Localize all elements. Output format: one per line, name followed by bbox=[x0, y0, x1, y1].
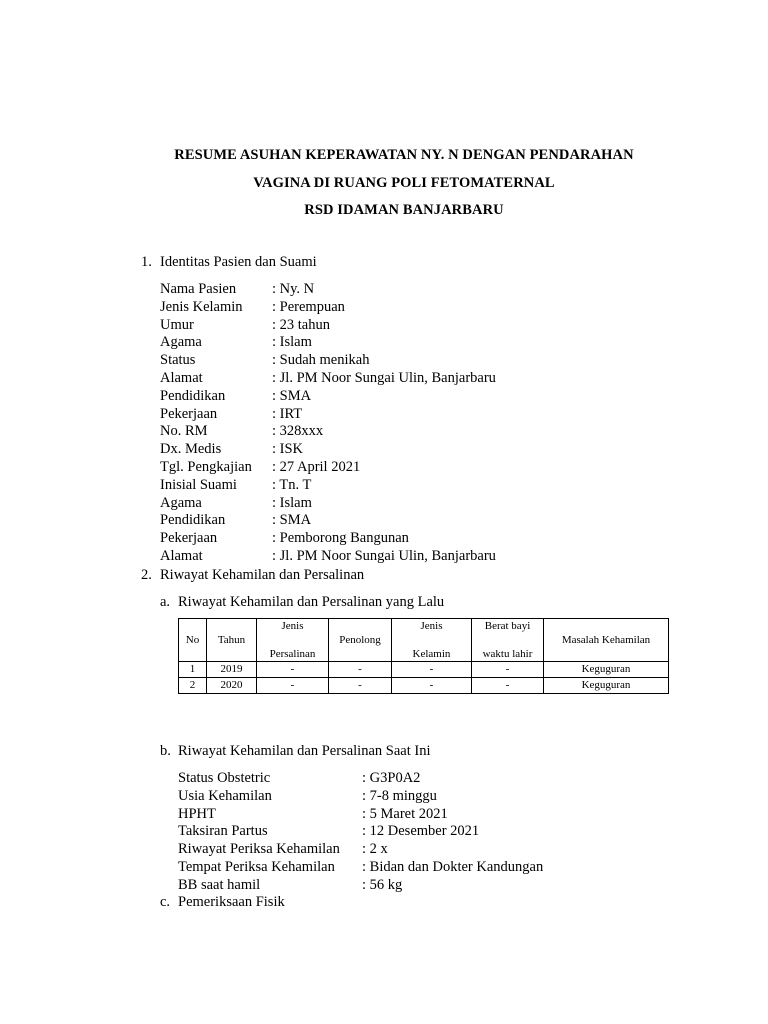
table-cell: - bbox=[472, 662, 544, 678]
title-line-1: RESUME ASUHAN KEPERAWATAN NY. N DENGAN PENDARAHAN bbox=[174, 147, 634, 163]
pregnancy-value: : 56 kg bbox=[362, 876, 403, 893]
pregnancy-label: BB saat hamil bbox=[178, 876, 261, 893]
table-cell: - bbox=[329, 662, 392, 678]
section-2-heading: Riwayat Kehamilan dan Persalinan bbox=[160, 567, 365, 583]
identity-value: : Tn. T bbox=[272, 476, 312, 493]
section-1-heading: Identitas Pasien dan Suami bbox=[160, 254, 317, 270]
identity-label: Pendidikan bbox=[160, 387, 226, 404]
header-tahun: Tahun bbox=[207, 619, 257, 662]
table-row bbox=[179, 662, 669, 678]
identity-value: : Pemborong Bangunan bbox=[272, 530, 409, 547]
table-cell: 2020 bbox=[207, 678, 257, 694]
section-2-number: 2. bbox=[141, 567, 152, 583]
header-jenis-persalinan: Jenis Persalinan bbox=[257, 619, 329, 662]
pregnancy-value: : 7-8 minggu bbox=[362, 787, 437, 804]
table-cell: 2 bbox=[179, 678, 207, 694]
table-cell: - bbox=[472, 678, 544, 694]
identity-value: : 23 tahun bbox=[272, 316, 330, 333]
subsection-c-letter: c. bbox=[160, 894, 171, 910]
identity-label: Alamat bbox=[160, 370, 203, 386]
title-line-3: RSD IDAMAN BANJARBARU bbox=[304, 202, 504, 218]
identity-value: : ISK bbox=[272, 441, 304, 458]
pregnancy-value: : G3P0A2 bbox=[362, 770, 421, 786]
identity-value: : Ny. N bbox=[272, 281, 315, 297]
identity-label: Pendidikan bbox=[160, 512, 226, 529]
subsection-b-letter: b. bbox=[160, 743, 171, 759]
pregnancy-value: : 5 Maret 2021 bbox=[362, 805, 448, 822]
identity-value: : Perempuan bbox=[272, 298, 345, 315]
identity-label: Tgl. Pengkajian bbox=[160, 459, 252, 475]
identity-label: Status bbox=[160, 352, 196, 369]
identity-label: No. RM bbox=[160, 423, 208, 440]
identity-label: Dx. Medis bbox=[160, 441, 222, 458]
identity-label: Umur bbox=[160, 316, 194, 333]
identity-label: Agama bbox=[160, 494, 202, 511]
table-cell: Keguguran bbox=[544, 678, 669, 694]
table-cell: - bbox=[392, 678, 472, 694]
table-cell: - bbox=[329, 678, 392, 694]
identity-value: : Islam bbox=[272, 494, 312, 511]
subsection-a-letter: a. bbox=[160, 594, 171, 610]
header-jenis-kelamin: Jenis Kelamin bbox=[392, 619, 472, 662]
pregnancy-label: Taksiran Partus bbox=[178, 823, 268, 840]
subsection-c-heading: Pemeriksaan Fisik bbox=[178, 894, 285, 910]
identity-value: : IRT bbox=[272, 405, 303, 422]
identity-value: : Sudah menikah bbox=[272, 352, 370, 369]
identity-label: Inisial Suami bbox=[160, 476, 237, 493]
table-header-row bbox=[179, 619, 669, 662]
subsection-a-heading: Riwayat Kehamilan dan Persalinan yang Lalu bbox=[178, 594, 445, 610]
identity-value: : 27 April 2021 bbox=[272, 459, 361, 475]
identity-value: : Islam bbox=[272, 334, 312, 351]
identity-label: Pekerjaan bbox=[160, 530, 218, 547]
table-cell: - bbox=[257, 662, 329, 678]
identity-label: Alamat bbox=[160, 548, 203, 564]
header-no: No bbox=[179, 619, 207, 662]
table-cell: Keguguran bbox=[544, 662, 669, 678]
table-row bbox=[179, 678, 669, 694]
header-masalah-kehamilan: Masalah Kehamilan bbox=[544, 619, 669, 662]
title-line-2: VAGINA DI RUANG POLI FETOMATERNAL bbox=[253, 175, 555, 191]
identity-label: Pekerjaan bbox=[160, 405, 218, 422]
section-1-number: 1. bbox=[141, 254, 152, 270]
identity-value: : Jl. PM Noor Sungai Ulin, Banjarbaru bbox=[272, 548, 496, 564]
identity-label: Jenis Kelamin bbox=[160, 298, 243, 315]
table-cell: - bbox=[257, 678, 329, 694]
pregnancy-value: : Bidan dan Dokter Kandungan bbox=[362, 859, 544, 875]
pregnancy-history-table bbox=[178, 618, 669, 694]
identity-value: : 328xxx bbox=[272, 423, 324, 440]
header-berat-bayi: Berat bayi waktu lahir bbox=[472, 619, 544, 662]
pregnancy-label: Riwayat Periksa Kehamilan bbox=[178, 841, 340, 858]
pregnancy-label: Usia Kehamilan bbox=[178, 787, 272, 804]
identity-value: : Jl. PM Noor Sungai Ulin, Banjarbaru bbox=[272, 370, 496, 386]
subsection-b-heading: Riwayat Kehamilan dan Persalinan Saat Ini bbox=[178, 743, 431, 759]
table-cell: 1 bbox=[179, 662, 207, 678]
pregnancy-value: : 12 Desember 2021 bbox=[362, 823, 480, 840]
pregnancy-label: Status Obstetric bbox=[178, 770, 271, 786]
header-penolong: Penolong bbox=[329, 619, 392, 662]
identity-value: : SMA bbox=[272, 512, 312, 529]
identity-label: Agama bbox=[160, 334, 202, 351]
pregnancy-value: : 2 x bbox=[362, 841, 388, 858]
identity-label: Nama Pasien bbox=[160, 281, 237, 297]
pregnancy-label: Tempat Periksa Kehamilan bbox=[178, 859, 335, 875]
identity-value: : SMA bbox=[272, 387, 312, 404]
table-cell: 2019 bbox=[207, 662, 257, 678]
table-cell: - bbox=[392, 662, 472, 678]
pregnancy-label: HPHT bbox=[178, 805, 216, 822]
